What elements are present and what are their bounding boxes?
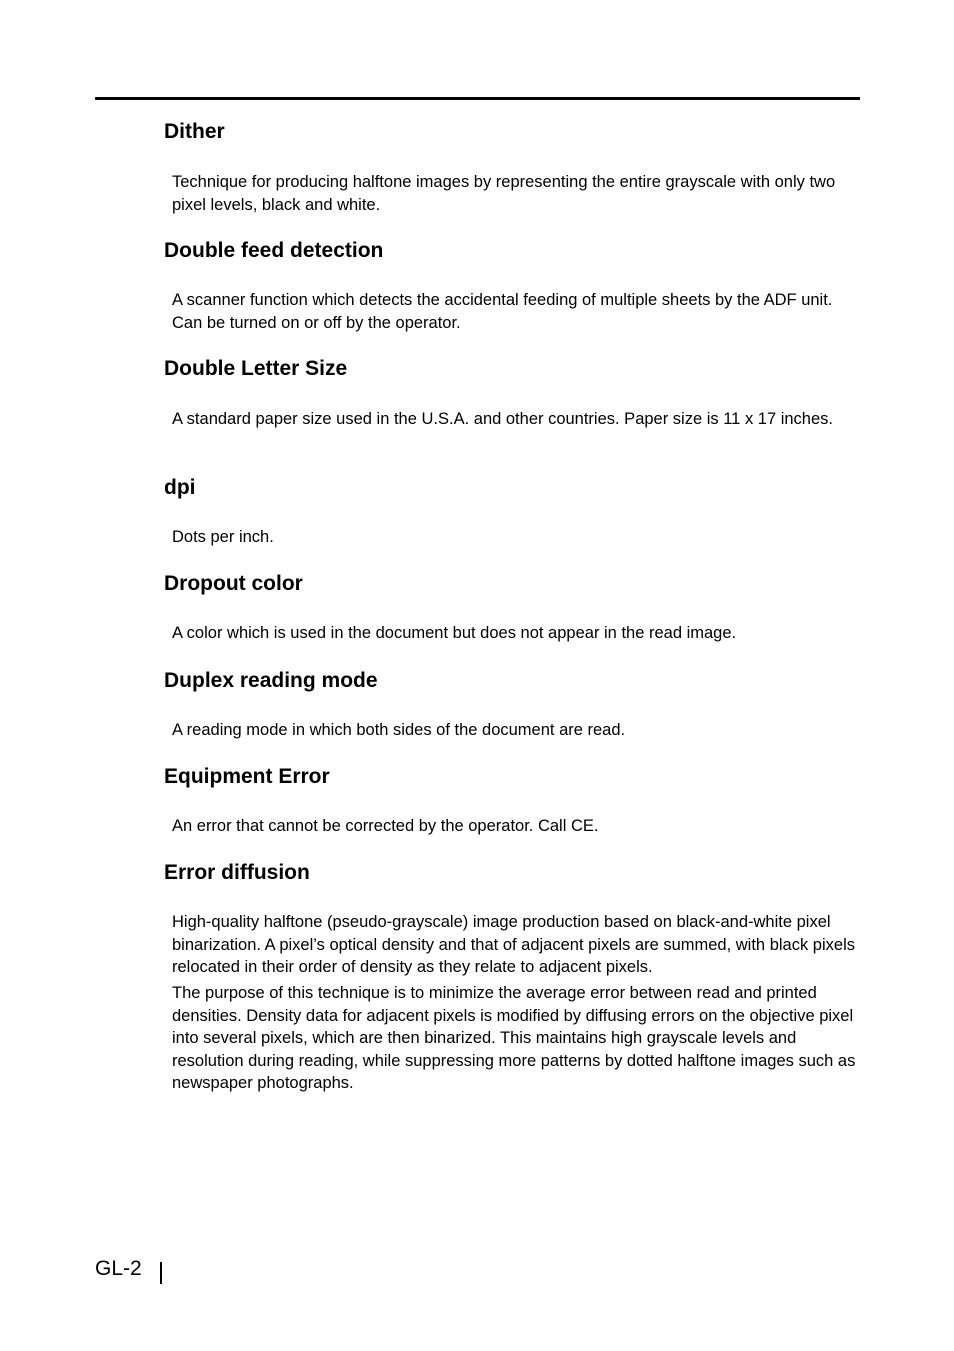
glossary-definition <box>172 911 862 1095</box>
definition-paragraph: An error that cannot be corrected by the operator. Call CE. <box>172 817 599 835</box>
definition-paragraph: A reading mode in which both sides of the document are read. <box>172 721 626 739</box>
glossary-definition <box>172 408 862 431</box>
definition-paragraph: Technique for producing halftone images by representing the entire grayscale with only two pixel levels, black and white. <box>172 173 836 214</box>
glossary-term: Dither <box>164 120 225 143</box>
definition-paragraph: Dots per inch. <box>172 528 274 546</box>
page-number: GL-2 <box>95 1257 142 1280</box>
definition-paragraph: A color which is used in the document but does not appear in the read image. <box>172 624 737 642</box>
glossary-definition <box>172 622 862 645</box>
glossary-term: Double Letter Size <box>164 357 348 380</box>
glossary-definition <box>172 289 862 334</box>
glossary-definition <box>172 719 862 742</box>
glossary-term: Dropout color <box>164 572 303 595</box>
glossary-term: Error diffusion <box>164 861 310 884</box>
glossary-definition <box>172 526 862 549</box>
footer-divider <box>160 1262 162 1284</box>
definition-paragraph: A scanner function which detects the accidental feeding of multiple sheets by the ADF unit. Can be turned on or off by the operator. <box>172 291 833 332</box>
definition-paragraph: A standard paper size used in the U.S.A. and other countries. Paper size is 11 x 17 inches. <box>172 410 833 428</box>
glossary-term: Equipment Error <box>164 765 330 788</box>
glossary-term: Double feed detection <box>164 239 384 262</box>
definition-paragraph: The purpose of this technique is to minimize the average error between read and printed densities. Density data for adjacent pixels is modified by diffusing errors on the objective pixel into several pixels, which are then binarized. This maintains high grayscale levels and resolution during reading, while suppressing more patterns by dotted halftone images such as newspaper photographs. <box>172 984 856 1092</box>
header-rule <box>95 97 860 100</box>
glossary-term: dpi <box>164 476 196 499</box>
glossary-definition <box>172 815 862 838</box>
definition-paragraph: High-quality halftone (pseudo-grayscale) image production based on black-and-white pixel binarization. A pixel’s optical density and that of adjacent pixels are summed, with black pixels relocated in their order of density as they relate to adjacent pixels. <box>172 913 855 976</box>
glossary-definition <box>172 171 862 216</box>
glossary-term: Duplex reading mode <box>164 669 378 692</box>
